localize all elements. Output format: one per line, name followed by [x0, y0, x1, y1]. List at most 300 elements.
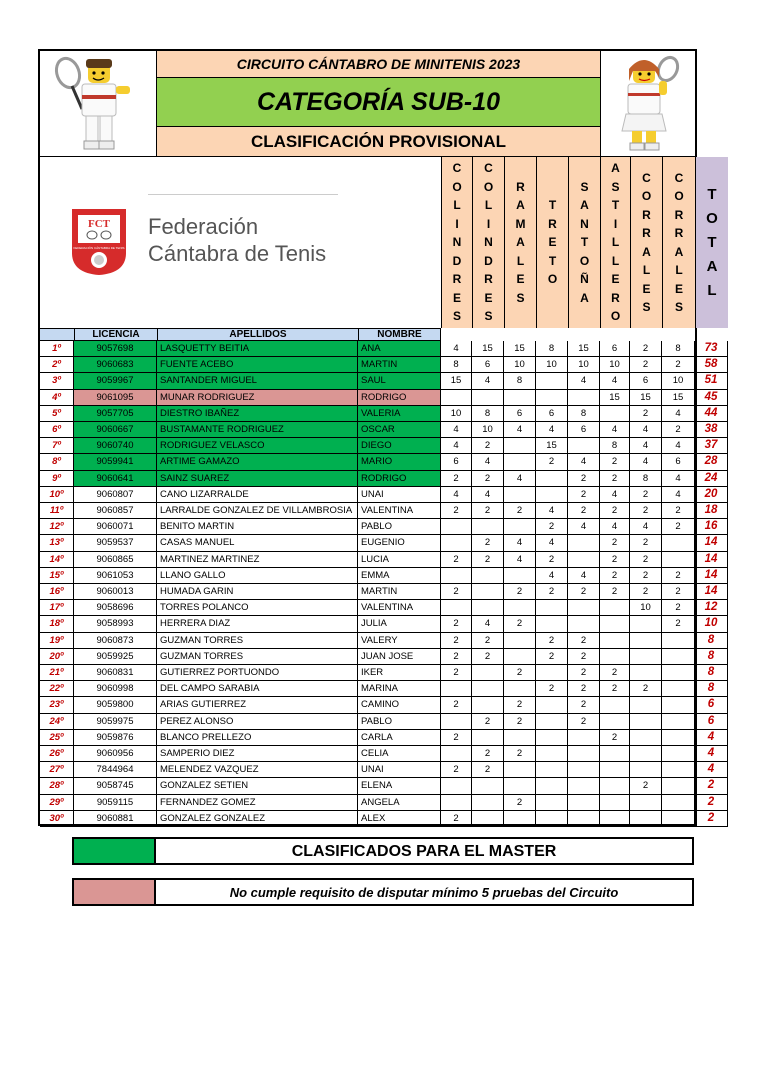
- total-cell: 8: [695, 665, 728, 681]
- points-cell: 4: [504, 471, 536, 487]
- points-cell: 2: [441, 697, 472, 713]
- tournament-header-1: [441, 157, 472, 328]
- points-cell: [441, 795, 472, 811]
- surname-cell: RODRIGUEZ VELASCO: [157, 438, 358, 454]
- total-cell: 2: [695, 778, 728, 794]
- points-cell: 2: [600, 730, 630, 746]
- points-cell: [630, 714, 662, 730]
- points-cell: [568, 795, 600, 811]
- total-cell: 37: [695, 438, 728, 454]
- tournament-letter: S: [611, 179, 620, 194]
- points-cell: 6: [536, 406, 568, 422]
- points-cell: [662, 552, 695, 568]
- points-cell: [630, 762, 662, 778]
- surname-cell: HUMADA GARIN: [157, 584, 358, 600]
- tournament-letter: O: [579, 253, 590, 268]
- points-cell: [504, 778, 536, 794]
- points-cell: [504, 519, 536, 535]
- points-cell: 2: [504, 795, 536, 811]
- points-cell: [504, 568, 536, 584]
- total-cell: 10: [695, 616, 728, 632]
- points-cell: 2: [536, 519, 568, 535]
- points-cell: 2: [472, 471, 504, 487]
- points-cell: [600, 714, 630, 730]
- points-cell: 4: [472, 454, 504, 470]
- points-cell: [662, 762, 695, 778]
- points-cell: 15: [600, 390, 630, 406]
- points-cell: 2: [536, 633, 568, 649]
- tournament-letter: S: [516, 290, 525, 305]
- position-cell: 19º: [40, 633, 74, 649]
- points-cell: 4: [630, 422, 662, 438]
- name-cell: MARINA: [358, 681, 441, 697]
- points-cell: 2: [600, 568, 630, 584]
- points-cell: [472, 519, 504, 535]
- name-cell: IKER: [358, 665, 441, 681]
- table-row: [40, 454, 718, 470]
- points-cell: [568, 616, 600, 632]
- position-cell: 5º: [40, 406, 74, 422]
- licencia-header: LICENCIA: [74, 329, 157, 341]
- table-row: [40, 552, 718, 568]
- points-cell: 6: [472, 357, 504, 373]
- tournament-letter: N: [580, 216, 589, 231]
- surname-cell: ARIAS GUTIERREZ: [157, 697, 358, 713]
- federation-logo-area: [40, 157, 441, 328]
- points-cell: 10: [441, 406, 472, 422]
- points-cell: [568, 390, 600, 406]
- tournament-letter: E: [516, 272, 525, 287]
- points-cell: 2: [441, 552, 472, 568]
- points-cell: 4: [441, 487, 472, 503]
- points-cell: 2: [600, 681, 630, 697]
- apellidos-header: APELLIDOS: [157, 329, 358, 341]
- license-cell: 9060667: [74, 422, 157, 438]
- position-cell: 8º: [40, 454, 74, 470]
- tournament-letter: E: [484, 290, 493, 305]
- tournament-letter: M: [515, 216, 526, 231]
- tennis-player-boy-figure: [40, 51, 157, 157]
- license-cell: 9059975: [74, 714, 157, 730]
- name-cell: ELENA: [358, 778, 441, 794]
- points-cell: 2: [504, 665, 536, 681]
- tournament-letter: O: [641, 189, 652, 203]
- position-cell: 15º: [40, 568, 74, 584]
- points-cell: [536, 730, 568, 746]
- total-cell: 14: [695, 584, 728, 600]
- license-cell: 9059537: [74, 535, 157, 551]
- points-cell: 2: [441, 762, 472, 778]
- points-cell: [568, 552, 600, 568]
- name-cell: SAUL: [358, 373, 441, 389]
- total-cell: 73: [695, 341, 728, 357]
- points-cell: [536, 600, 568, 616]
- points-cell: 15: [568, 341, 600, 357]
- table-row: [40, 681, 715, 697]
- points-cell: 6: [441, 454, 472, 470]
- points-cell: 2: [600, 552, 630, 568]
- tournament-letter: E: [548, 235, 557, 250]
- tournament-header-2: [472, 157, 504, 328]
- tournament-letter: A: [580, 198, 589, 213]
- position-cell: 1º: [40, 341, 74, 357]
- total-cell: 14: [695, 535, 728, 551]
- points-cell: 2: [472, 746, 504, 762]
- position-cell: 27º: [40, 762, 74, 778]
- total-cell: 14: [695, 552, 728, 568]
- points-cell: 10: [662, 373, 695, 389]
- tournament-letter: O: [547, 272, 558, 287]
- points-cell: 2: [472, 552, 504, 568]
- points-cell: [662, 811, 695, 827]
- points-cell: 2: [472, 535, 504, 551]
- points-cell: [504, 811, 536, 827]
- points-cell: [441, 778, 472, 794]
- tournament-letter: T: [580, 235, 589, 250]
- points-cell: 2: [504, 584, 536, 600]
- points-cell: [568, 778, 600, 794]
- name-cell: MARTIN: [358, 357, 441, 373]
- points-cell: 6: [662, 454, 695, 470]
- points-cell: [536, 487, 568, 503]
- surname-cell: MELENDEZ VAZQUEZ: [157, 762, 358, 778]
- total-cell: 45: [695, 390, 728, 406]
- total-cell: 28: [695, 454, 728, 470]
- license-cell: 9059876: [74, 730, 157, 746]
- points-cell: 2: [441, 584, 472, 600]
- points-cell: 2: [630, 487, 662, 503]
- table-row: [40, 746, 715, 762]
- points-cell: 6: [568, 422, 600, 438]
- total-cell: 14: [695, 568, 728, 584]
- points-cell: 8: [662, 341, 695, 357]
- total-cell: 2: [695, 795, 728, 811]
- surname-cell: LLANO GALLO: [157, 568, 358, 584]
- legend-qualified: [72, 837, 694, 865]
- points-cell: [568, 438, 600, 454]
- position-cell: 29º: [40, 795, 74, 811]
- federation-shield-logo: [70, 207, 128, 277]
- surname-cell: FUENTE ACEBO: [157, 357, 358, 373]
- circuit-title: CIRCUITO CÁNTABRO DE MINITENIS 2023: [157, 51, 600, 78]
- points-cell: 2: [630, 503, 662, 519]
- shield-caption: FEDERACIÓN CÁNTABRA DE TENIS: [73, 246, 125, 250]
- tournament-letter: L: [611, 253, 620, 268]
- points-cell: 2: [504, 616, 536, 632]
- surname-cell: PEREZ ALONSO: [157, 714, 358, 730]
- total-letter: L: [707, 281, 717, 299]
- points-cell: 4: [630, 438, 662, 454]
- points-cell: [600, 762, 630, 778]
- points-cell: 2: [630, 535, 662, 551]
- surname-cell: LARRALDE GONZALEZ DE VILLAMBROSIA: [157, 503, 358, 519]
- points-cell: [536, 616, 568, 632]
- position-cell: 18º: [40, 616, 74, 632]
- points-cell: [472, 584, 504, 600]
- points-cell: 2: [472, 633, 504, 649]
- position-cell: 6º: [40, 422, 74, 438]
- table-row: [40, 633, 715, 649]
- points-cell: 4: [472, 616, 504, 632]
- points-cell: [662, 778, 695, 794]
- points-cell: 2: [568, 487, 600, 503]
- points-cell: 4: [441, 422, 472, 438]
- position-cell: 30º: [40, 811, 74, 827]
- name-cell: VALERY: [358, 633, 441, 649]
- license-cell: 9058696: [74, 600, 157, 616]
- points-cell: 6: [504, 406, 536, 422]
- tournament-letter: S: [452, 309, 461, 324]
- points-cell: 2: [662, 568, 695, 584]
- tournament-letter: R: [516, 179, 525, 194]
- table-row: [40, 341, 718, 357]
- points-cell: 2: [600, 471, 630, 487]
- position-cell: 28º: [40, 778, 74, 794]
- points-cell: 4: [600, 519, 630, 535]
- points-cell: 4: [568, 454, 600, 470]
- tournament-letter: L: [453, 198, 461, 213]
- points-cell: 4: [568, 373, 600, 389]
- table-row: [40, 649, 715, 665]
- points-cell: 2: [568, 665, 600, 681]
- tournament-letter: I: [455, 216, 459, 231]
- points-cell: [662, 665, 695, 681]
- points-cell: [630, 665, 662, 681]
- points-cell: [504, 390, 536, 406]
- points-cell: [630, 697, 662, 713]
- total-cell: 58: [695, 357, 728, 373]
- position-cell: 16º: [40, 584, 74, 600]
- points-cell: 4: [662, 487, 695, 503]
- name-cell: MARTIN: [358, 584, 441, 600]
- surname-cell: FERNANDEZ GOMEZ: [157, 795, 358, 811]
- points-cell: 8: [441, 357, 472, 373]
- total-letter: T: [707, 233, 717, 251]
- points-cell: 2: [662, 422, 695, 438]
- tournament-letter: R: [642, 226, 651, 240]
- position-cell: 17º: [40, 600, 74, 616]
- points-cell: [472, 600, 504, 616]
- total-letter: A: [706, 257, 718, 275]
- points-cell: 8: [600, 438, 630, 454]
- federation-name-line2: Cántabra de Tenis: [148, 241, 327, 266]
- points-cell: [472, 811, 504, 827]
- license-cell: 9060998: [74, 681, 157, 697]
- total-cell: 4: [695, 730, 728, 746]
- points-cell: [662, 697, 695, 713]
- points-cell: 2: [472, 714, 504, 730]
- surname-cell: CASAS MANUEL: [157, 535, 358, 551]
- points-cell: 8: [630, 471, 662, 487]
- points-cell: [630, 616, 662, 632]
- points-cell: [600, 697, 630, 713]
- points-cell: 4: [600, 422, 630, 438]
- points-cell: [662, 795, 695, 811]
- points-cell: [472, 681, 504, 697]
- license-cell: 9060857: [74, 503, 157, 519]
- surname-cell: GONZALEZ SETIEN: [157, 778, 358, 794]
- license-cell: 9060956: [74, 746, 157, 762]
- points-cell: [630, 649, 662, 665]
- points-cell: [600, 633, 630, 649]
- name-cell: VALENTINA: [358, 503, 441, 519]
- points-cell: 2: [630, 341, 662, 357]
- position-cell: 3º: [40, 373, 74, 389]
- total-cell: 2: [695, 811, 728, 827]
- points-cell: 8: [568, 406, 600, 422]
- points-cell: [504, 633, 536, 649]
- points-cell: [536, 811, 568, 827]
- points-cell: [504, 649, 536, 665]
- points-cell: 2: [630, 778, 662, 794]
- tournament-letter: L: [516, 253, 525, 268]
- name-cell: CELIA: [358, 746, 441, 762]
- surname-cell: SAINZ SUAREZ: [157, 471, 358, 487]
- tournament-letter: Ñ: [580, 272, 589, 287]
- total-cell: 12: [695, 600, 728, 616]
- points-cell: [504, 600, 536, 616]
- surname-cell: TORRES POLANCO: [157, 600, 358, 616]
- tournament-letter: S: [642, 300, 651, 314]
- name-cell: LUCIA: [358, 552, 441, 568]
- points-cell: 2: [568, 584, 600, 600]
- points-cell: 2: [662, 600, 695, 616]
- points-cell: 2: [600, 454, 630, 470]
- position-cell: 10º: [40, 487, 74, 503]
- points-cell: 15: [630, 390, 662, 406]
- license-cell: 9060740: [74, 438, 157, 454]
- points-cell: [504, 487, 536, 503]
- points-cell: 4: [441, 341, 472, 357]
- position-cell: 7º: [40, 438, 74, 454]
- points-cell: 2: [568, 633, 600, 649]
- points-cell: 15: [472, 341, 504, 357]
- points-cell: 10: [600, 357, 630, 373]
- points-cell: [662, 730, 695, 746]
- points-cell: 2: [504, 714, 536, 730]
- name-cell: DIEGO: [358, 438, 441, 454]
- position-cell: 13º: [40, 535, 74, 551]
- tournament-letter: R: [674, 207, 684, 222]
- points-cell: 2: [630, 357, 662, 373]
- points-cell: [536, 390, 568, 406]
- points-cell: [441, 519, 472, 535]
- svg-text:FCT: FCT: [88, 218, 110, 230]
- total-cell: 51: [695, 373, 728, 389]
- points-cell: 2: [472, 438, 504, 454]
- total-cell: 8: [695, 633, 728, 649]
- points-cell: 2: [504, 746, 536, 762]
- table-row: [40, 390, 718, 406]
- tournament-letter: L: [611, 235, 620, 250]
- points-cell: [536, 762, 568, 778]
- tournament-letter: L: [484, 198, 493, 213]
- name-cell: MARIO: [358, 454, 441, 470]
- name-cell: JUAN JOSE: [358, 649, 441, 665]
- table-row: [40, 616, 718, 632]
- tournament-header-7: [630, 157, 662, 328]
- tournament-letter: A: [580, 290, 589, 305]
- points-cell: 2: [536, 681, 568, 697]
- total-cell: 6: [695, 697, 728, 713]
- total-letter: O: [706, 209, 718, 227]
- points-cell: 2: [662, 616, 695, 632]
- tournament-letter: N: [484, 235, 493, 250]
- points-cell: [568, 811, 600, 827]
- points-cell: 2: [472, 762, 504, 778]
- surname-cell: LASQUETTY BEITIA: [157, 341, 358, 357]
- name-cell: EUGENIO: [358, 535, 441, 551]
- points-cell: [441, 568, 472, 584]
- points-cell: 2: [472, 649, 504, 665]
- points-cell: [600, 616, 630, 632]
- surname-cell: DEL CAMPO SARABIA: [157, 681, 358, 697]
- table-row: [40, 471, 718, 487]
- points-cell: [441, 714, 472, 730]
- points-cell: 2: [630, 584, 662, 600]
- surname-cell: BUSTAMANTE RODRIGUEZ: [157, 422, 358, 438]
- classification-title: CLASIFICACIÓN PROVISIONAL: [157, 127, 600, 157]
- points-cell: 15: [441, 373, 472, 389]
- points-cell: 4: [536, 568, 568, 584]
- points-cell: [504, 762, 536, 778]
- points-cell: 4: [568, 519, 600, 535]
- name-cell: UNAI: [358, 762, 441, 778]
- classification-sheet: [38, 49, 718, 826]
- position-cell: 21º: [40, 665, 74, 681]
- points-cell: 2: [536, 584, 568, 600]
- tournament-letter: A: [642, 244, 651, 259]
- points-cell: [662, 649, 695, 665]
- total-cell: 4: [695, 746, 728, 762]
- table-row: [40, 762, 715, 778]
- total-cell: 4: [695, 762, 728, 778]
- points-cell: [472, 568, 504, 584]
- license-cell: 7844964: [74, 762, 157, 778]
- surname-cell: DIESTRO IBAÑEZ: [157, 406, 358, 422]
- points-cell: 2: [504, 697, 536, 713]
- points-cell: 2: [600, 535, 630, 551]
- tournament-letter: I: [613, 216, 618, 231]
- points-cell: [630, 730, 662, 746]
- divider: [148, 194, 338, 195]
- surname-cell: ARTIME GAMAZO: [157, 454, 358, 470]
- table-row: [40, 373, 718, 389]
- name-cell: ALEX: [358, 811, 441, 827]
- points-cell: [472, 778, 504, 794]
- name-cell: ANA: [358, 341, 441, 357]
- total-cell: 6: [695, 714, 728, 730]
- tournament-letter: E: [674, 281, 683, 296]
- points-cell: [600, 649, 630, 665]
- points-cell: 15: [662, 390, 695, 406]
- total-cell: 16: [695, 519, 728, 535]
- qualified-swatch: [74, 839, 156, 863]
- table-row: [40, 730, 715, 746]
- points-cell: [568, 762, 600, 778]
- points-cell: [504, 438, 536, 454]
- points-cell: [662, 633, 695, 649]
- points-cell: 2: [630, 568, 662, 584]
- tournament-letter: O: [674, 189, 684, 203]
- total-letter: T: [707, 185, 717, 203]
- surname-cell: SAMPERIO DIEZ: [157, 746, 358, 762]
- points-cell: [472, 665, 504, 681]
- points-cell: [600, 406, 630, 422]
- points-cell: 2: [568, 681, 600, 697]
- points-cell: 2: [568, 471, 600, 487]
- surname-cell: GONZALEZ GONZALEZ: [157, 811, 358, 827]
